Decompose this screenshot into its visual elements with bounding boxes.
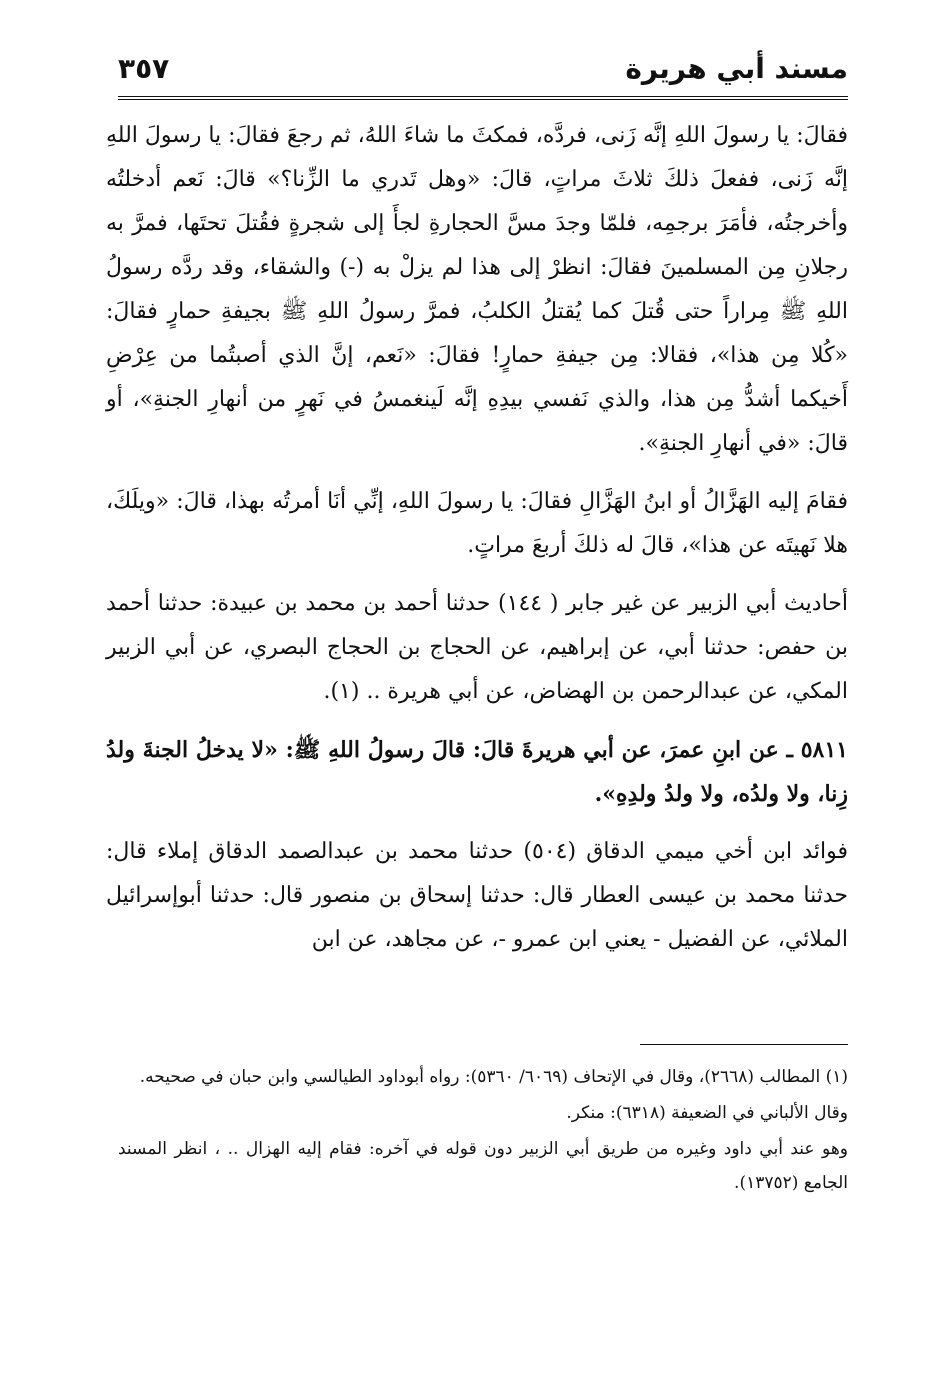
- running-header: [118, 48, 848, 98]
- footnote-rule: [640, 1044, 848, 1045]
- footnote: وهو عند أبي داود وغيره من طريق أبي الزبير دون قوله في آخره: فقام إليه الهزال .. ، انظر المسند الجامع (١٣٧٥٢).: [118, 1139, 848, 1193]
- text-paragraph: فقامَ إليه الهَزَّالُ أو ابنُ الهَزَّالِ فقالَ: يا رسولَ اللهِ، إنِّي أنَا أمرتُه بهذا، قالَ: «ويلَكَ، هلا نَهيتَه عن هذا»، قالَ له ذلكَ أربعَ مراتٍ.: [106, 489, 848, 558]
- footnote: (١) المطالب (٢٦٦٨)، وقال في الإتحاف (٦٠٦٩/ ٥٣٦٠): رواه أبوداود الطيالسي وابن حبان في صحيحه.: [139, 1067, 848, 1087]
- text-paragraph: فقالَ: يا رسولَ اللهِ إنَّه زَنى، فردَّه، فمكثَ ما شاءَ اللهُ، ثم رجعَ فقالَ: يا رسولَ اللهِ إنَّه زَنى، ففعلَ ذلكَ ثلاثَ مراتٍ، قالَ: «وهل تَدري ما الزِّنا؟» قالَ: نَعم أدخلتُه وأخرجتُه، فأمَرَ برجمِه، فلمّا وجدَ مسَّ الحجارةِ لجأَ إلى شجرةٍ فقُتلَ تحتَها، فمرَّ به رجلانِ مِن المسلمينَ فقالَ: انظرْ إلى هذا لم يزلْ به (-) والشقاء، وقد ردَّه رسولُ اللهِ ﷺ مِراراً حتى قُتلَ كما يُقتلُ الكلبُ، فمرَّ رسولُ اللهِ ﷺ بجيفةِ حمارٍ فقالَ: «كُلا مِن هذا»، فقالا: مِن جيفةِ حمارٍ! فقالَ: «نَعم، إنَّ الذي أصبتُما من عِرْضِ أَخيكما أشدُّ مِن هذا، والذي نَفسي بيدِهِ إنَّه لَينغمسُ في نَهرٍ من أنهارِ الجنةِ»، أو قالَ: «في أنهارِ الجنةِ».: [106, 123, 848, 456]
- page-number: ٣٥٧: [118, 52, 170, 85]
- footnotes: [118, 1060, 848, 1202]
- hadith-paragraph: ٥٨١١ ـ عن ابنِ عمرَ، عن أبي هريرةَ قالَ: قالَ رسولُ اللهِ ﷺ: «لا يدخلُ الجنةَ ولدُ زِنا، ولا ولدُه، ولا ولدُ ولدِهِ».: [106, 737, 848, 807]
- text-paragraph: فوائد ابن أخي ميمي الدقاق (٥٠٤) حدثنا محمد بن عبدالصمد الدقاق إملاء قال: حدثنا محمد بن عيسى العطار قال: حدثنا إسحاق بن منصور قال: حدثنا أبوإسرائيل الملائي، عن الفضيل - يعني ابن عمرو -، عن مجاهد، عن ابن: [106, 839, 848, 952]
- footnote: وقال الألباني في الضعيفة (٦٣١٨): منكر.: [566, 1103, 848, 1123]
- main-text: [106, 114, 848, 976]
- header-rule: [118, 96, 848, 100]
- book-title: مسند أبي هريرة: [625, 52, 848, 85]
- text-paragraph: أحاديث أبي الزبير عن غير جابر ( ١٤٤) حدثنا أحمد بن محمد بن عبيدة: حدثنا أحمد بن حفص: حدثنا أبي، عن إبراهيم، عن الحجاج بن الحجاج البصري، عن أبي الزبير المكي، عن عبدالرحمن بن الهضاض، عن أبي هريرة .. (١).: [106, 591, 849, 704]
